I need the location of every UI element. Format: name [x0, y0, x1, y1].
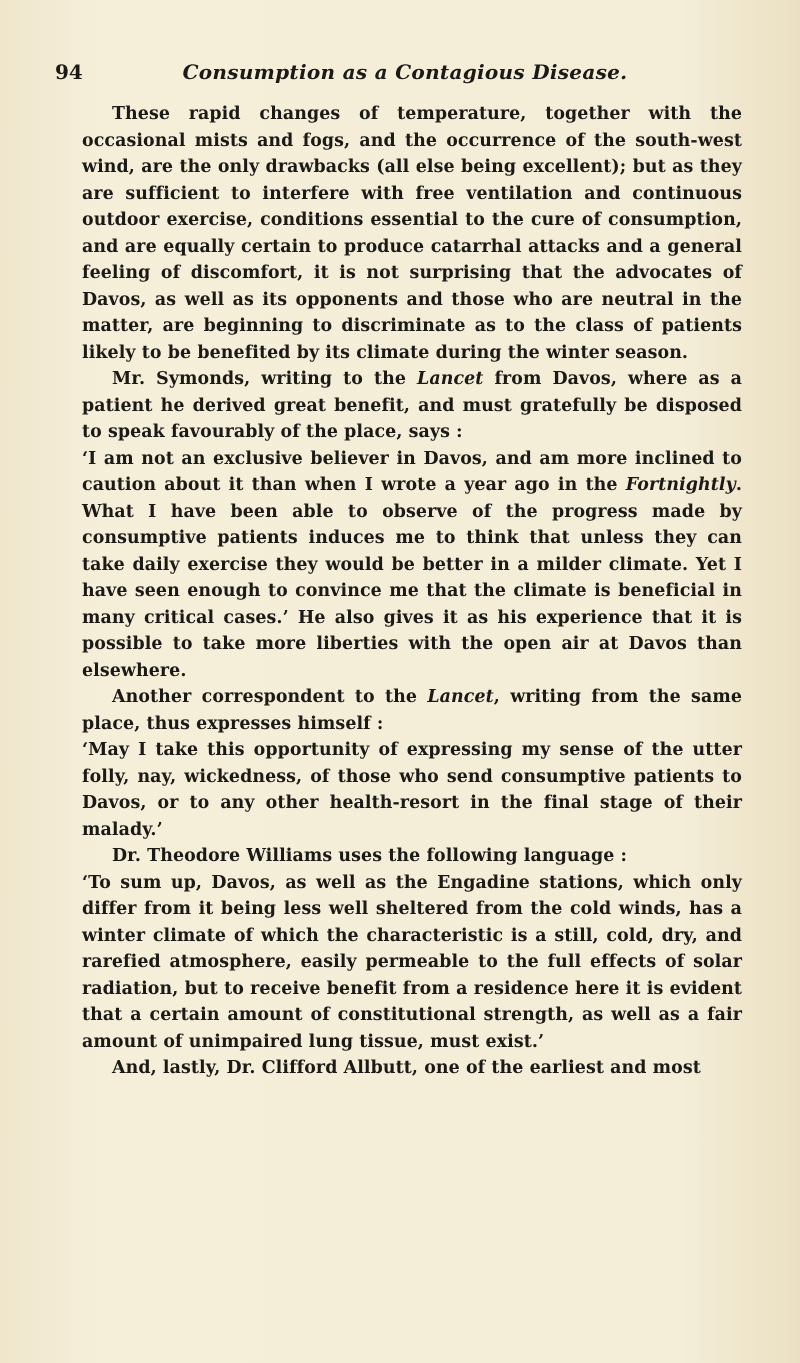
page-number: 94: [55, 60, 83, 84]
quotation: [82, 446, 742, 685]
paragraph: And, lastly, Dr. Clifford Allbutt, one of the earliest and most: [112, 1058, 701, 1078]
paragraph: [82, 366, 742, 446]
paragraph-text: from Davos, where as a patient he derived great benefit, and must gratefully be disposed to speak favourably of the place, says :: [82, 369, 742, 442]
quotation-text: . What I have been able to observe of the progress made by consumptive patients induces me to think that unless they can take daily exercise they would be better in a milder climate. Yet I have seen enough to convince me that the climate is beneficial in many critical cases.’ He also gives it as his experience that it is possible to take more liberties with the open air at Davos than elsewhere.: [82, 475, 742, 681]
paragraph: Dr. Theodore Williams uses the following language :: [112, 846, 628, 866]
quotation: ‘To sum up, Davos, as well as the Engadine stations, which only differ from it being less well sheltered from the cold winds, has a winter climate of which the characteristic is a still, cold, dry, and rarefied atmosphere, easily permeable to the full effects of solar radiation, but to receive benefit from a residence here it is evident that a certain amount of constitutional strength, as well as a fair amount of unimpaired lung tissue, must exist.’: [82, 872, 742, 1052]
paragraph-text: , writing from the same place, thus expresses himself :: [82, 687, 742, 734]
paragraph-text: Mr. Symonds, writing to the: [112, 369, 418, 389]
body-text: [82, 101, 742, 1082]
paragraph-text: Another correspondent to the: [112, 687, 428, 707]
quotation: ‘May I take this opportunity of expressing my sense of the utter folly, nay, wickedness, of those who send consumptive patients to Davos, or to any other health-resort in the final stage of their malady.’: [82, 740, 742, 840]
journal-title: Lancet: [417, 369, 484, 389]
journal-title: Fortnightly: [625, 475, 736, 495]
paragraph: These rapid changes of temperature, together with the occasional mists and fogs, and the occurrence of the south-west wind, are the only drawbacks (all else being excellent); but as they are sufficient to interfere with free ventilation and continuous outdoor exercise, conditions essential to the cure of consumption, and are equally certain to produce catarrhal attacks and a general feeling of discomfort, it is not surprising that the advocates of Davos, as well as its opponents and those who are neutral in the matter, are beginning to discriminate as to the class of patients likely to be benefited by its climate during the winter season.: [82, 104, 742, 363]
running-head: Consumption as a Contagious Disease.: [182, 60, 628, 84]
page-header: [55, 60, 755, 92]
journal-title: Lancet: [427, 687, 494, 707]
paragraph: [82, 684, 742, 737]
quotation-text: ‘I am not an exclusive believer in Davos, and am more inclined to caution about it than when I wrote a year ago in the: [82, 448, 742, 495]
